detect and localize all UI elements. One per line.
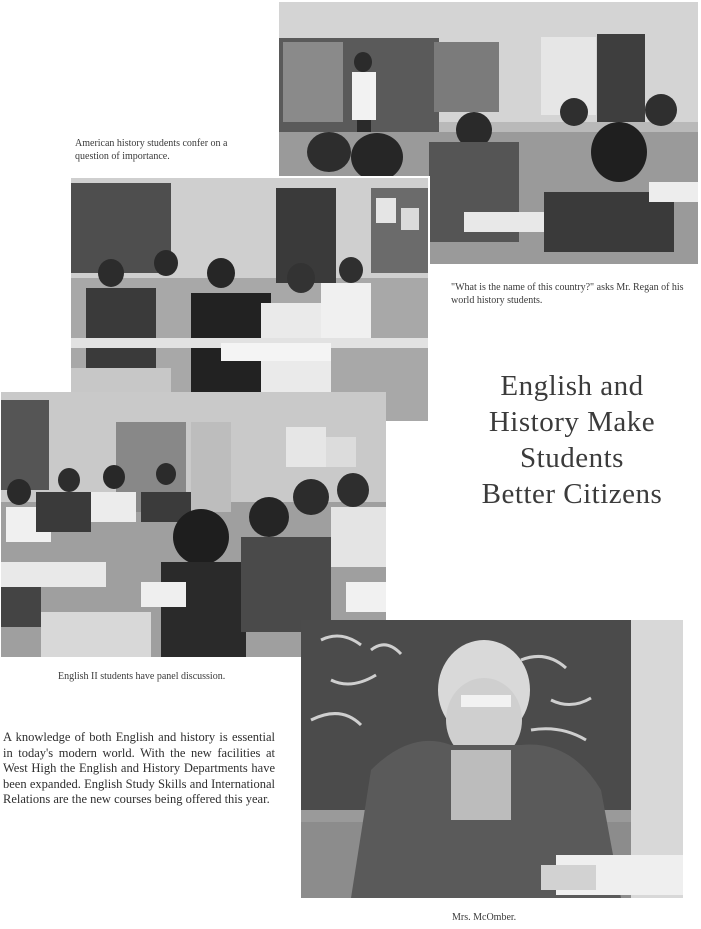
caption-american-history: American history students confer on a question of importance. [75, 138, 228, 162]
american-history-class-photo [69, 176, 430, 423]
headline-line-4: Better Citizens [481, 478, 663, 510]
english-ii-class-photo [1, 392, 386, 657]
caption-world-history: "What is the name of this country?" asks Mr. Regan of his world history students. [451, 282, 684, 306]
headline-line-1: English and [500, 370, 644, 402]
caption-teacher: Mrs. McOmber. [452, 912, 517, 923]
headline-line-3: Students [520, 442, 624, 474]
body-paragraph: A knowledge of both English and history is essential in today's modern world. With the new facilities at West High the English and History Departments have been expanded. English Study Skills and International Relations are the new courses being offered this year. [3, 730, 275, 807]
page-headline [452, 368, 692, 512]
caption-english-ii: English II students have panel discussion. [58, 671, 226, 682]
teacher-portrait-photo [301, 620, 683, 898]
headline-line-2: History Make [488, 406, 656, 438]
